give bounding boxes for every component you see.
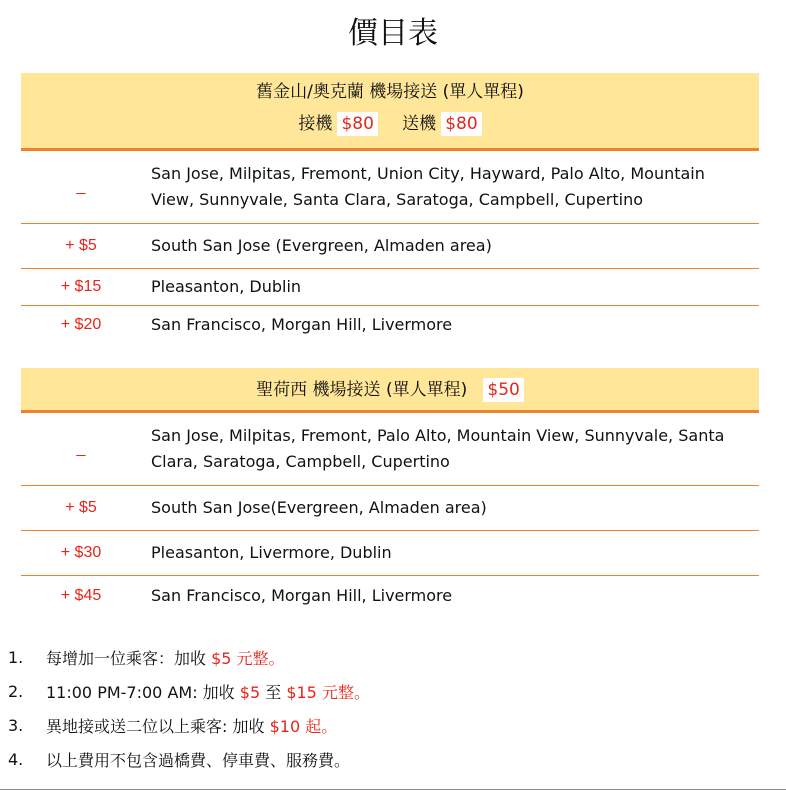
note-text-part: 每增加一位乘客：加收 (46, 648, 212, 668)
table-row (21, 531, 759, 576)
sfo-oak-header (21, 73, 759, 151)
row-price: + $20 (60, 316, 102, 333)
row-areas: South San Jose(Evergreen, Almaden area) (151, 498, 487, 517)
page-title: 價目表 (348, 16, 438, 51)
row-price: + $30 (60, 544, 102, 561)
note-price: $5 (239, 682, 261, 702)
note-price: $5 元整。 (211, 648, 285, 668)
note-number: 4. (8, 749, 24, 769)
bottom-divider (0, 789, 786, 790)
sjc-price: $50 (483, 378, 523, 402)
note-number: 2. (8, 681, 24, 701)
note-text: 以上費用不包含過橋費、停車費、服務費。 (46, 750, 351, 770)
row-price: + $45 (60, 587, 102, 604)
row-price: _ (76, 440, 86, 457)
list-item (8, 742, 778, 776)
note-number: 3. (8, 715, 24, 735)
notes-list (8, 640, 778, 776)
note-number: 1. (8, 647, 24, 667)
table-row (21, 269, 759, 306)
note-text (46, 680, 370, 703)
note-text (46, 646, 285, 669)
table-row (21, 151, 759, 224)
row-areas: San Jose, Milpitas, Fremont, Union City, Hayward, Palo Alto, Mountain View, Sunnyvale, Santa Clara, Saratoga, Campbell, Cupertino (151, 164, 705, 209)
row-price: + $5 (65, 237, 97, 254)
list-item (8, 640, 778, 674)
note-text-part: 異地接或送二位以上乘客: 加收 (46, 716, 270, 736)
row-areas: Pleasanton, Dublin (151, 277, 302, 296)
note-text-part: 至 (260, 682, 287, 702)
row-areas: San Francisco, Morgan Hill, Livermore (151, 586, 453, 605)
sjc-header (21, 368, 759, 413)
row-areas: South San Jose (Evergreen, Almaden area) (151, 236, 492, 255)
dropoff-label: 送機 (402, 114, 437, 134)
note-text-part: 11:00 PM-7:00 AM: 加收 (46, 682, 240, 702)
sjc-title: 聖荷西 機場接送 (單人單程) (256, 380, 468, 400)
row-areas: San Francisco, Morgan Hill, Livermore (151, 315, 453, 334)
row-price: + $5 (65, 499, 97, 516)
note-price: $10 起。 (269, 716, 338, 736)
dropoff-price: $80 (441, 112, 481, 136)
note-text (46, 714, 337, 737)
row-areas: San Jose, Milpitas, Fremont, Palo Alto, Mountain View, Sunnyvale, Santa Clara, Saratoga, Campbell, Cupertino (151, 426, 725, 471)
table-row (21, 306, 759, 344)
table-row (21, 413, 759, 486)
table-row (21, 224, 759, 269)
sfo-oak-title: 舊金山/奧克蘭 機場接送 (單人單程) (256, 82, 524, 102)
pickup-label: 接機 (298, 114, 333, 134)
list-item (8, 708, 778, 742)
row-price: _ (76, 178, 86, 195)
table-row (21, 486, 759, 531)
note-price: $15 元整。 (286, 682, 370, 702)
row-price: + $15 (60, 278, 102, 295)
table-row (21, 576, 759, 616)
list-item (8, 674, 778, 708)
row-areas: Pleasanton, Livermore, Dublin (151, 543, 392, 562)
sjc-section (21, 368, 759, 616)
sfo-oak-section (21, 73, 759, 344)
pickup-price: $80 (337, 112, 377, 136)
